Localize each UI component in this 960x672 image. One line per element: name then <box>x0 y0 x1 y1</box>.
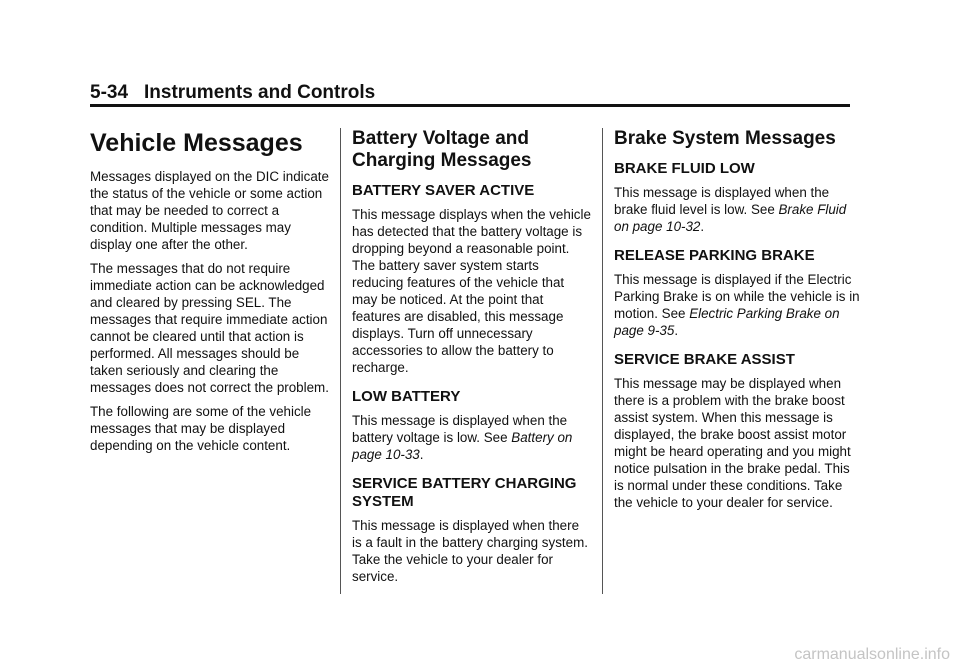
column-vehicle-messages <box>90 128 330 461</box>
paragraph: The following are some of the vehicle messages that may be displayed depending on the vehicle content. <box>90 404 312 453</box>
section-heading: LOW BATTERY <box>352 388 461 405</box>
column-divider <box>602 128 603 594</box>
cross-reference: Electric Parking Brake on page 9-35 <box>614 306 840 338</box>
section-text: This message is displayed when the battery voltage is low. See Battery on page 10-33. <box>352 413 573 462</box>
page-header <box>90 82 850 104</box>
vehicle-messages-title: Vehicle Messages <box>90 129 303 157</box>
section-text: This message is displayed when the brake fluid level is low. See Brake Fluid on page 10-32. <box>614 185 847 234</box>
section-title: Instruments and Controls <box>144 82 376 103</box>
column-divider <box>340 128 341 594</box>
section-text: This message is displayed when there is a fault in the battery charging system. Take the vehicle to your dealer for service. <box>352 518 588 584</box>
paragraph: Messages displayed on the DIC indicate the status of the vehicle or some action that may be needed to correct a condition. Multiple messages may display one after the other. <box>90 169 329 252</box>
watermark: carmanualsonline.info <box>794 646 950 663</box>
brake-messages-title: Brake System Messages <box>614 128 836 149</box>
paragraph: The messages that do not require immediate action can be acknowledged and cleared by pressing SEL. The messages that require immediate action cannot be cleared until that action is performed. All messages should be taken seriously and clearing the messages does not correct the problem. <box>90 261 329 395</box>
cross-reference: Battery on page 10-33 <box>352 430 573 462</box>
section-heading: BATTERY SAVER ACTIVE <box>352 182 535 199</box>
section-heading: RELEASE PARKING BRAKE <box>614 247 815 264</box>
column-brake-messages <box>614 128 860 518</box>
header-rule <box>90 104 850 107</box>
section-text: This message may be displayed when there is a problem with the brake boost assist system. When this message is displayed, the brake boost assist motor might be heard operating and you might notice pulsation in the brake pedal. This is normal under these conditions. Take the vehicle to your dealer for service. <box>614 376 851 510</box>
section-heading: SERVICE BRAKE ASSIST <box>614 351 795 368</box>
section-heading: SERVICE BATTERY CHARGING SYSTEM <box>352 475 577 510</box>
page-number: 5-34 <box>90 82 129 103</box>
battery-messages-title: Battery Voltage and Charging Messages <box>352 128 532 171</box>
section-text: This message is displayed if the Electric Parking Brake is on while the vehicle is in motion. See Electric Parking Brake on page 9-35. <box>614 272 860 338</box>
section-heading: BRAKE FLUID LOW <box>614 160 755 177</box>
column-battery-messages <box>352 128 592 592</box>
cross-reference: Brake Fluid on page 10-32 <box>614 202 847 234</box>
section-text: This message displays when the vehicle has detected that the battery voltage is dropping beyond a reasonable point. The battery saver system starts reducing features of the vehicle that may be noticed. At the point that features are disabled, this message displays. Turn off unnecessary accessories to allow the battery to recharge. <box>352 207 591 375</box>
